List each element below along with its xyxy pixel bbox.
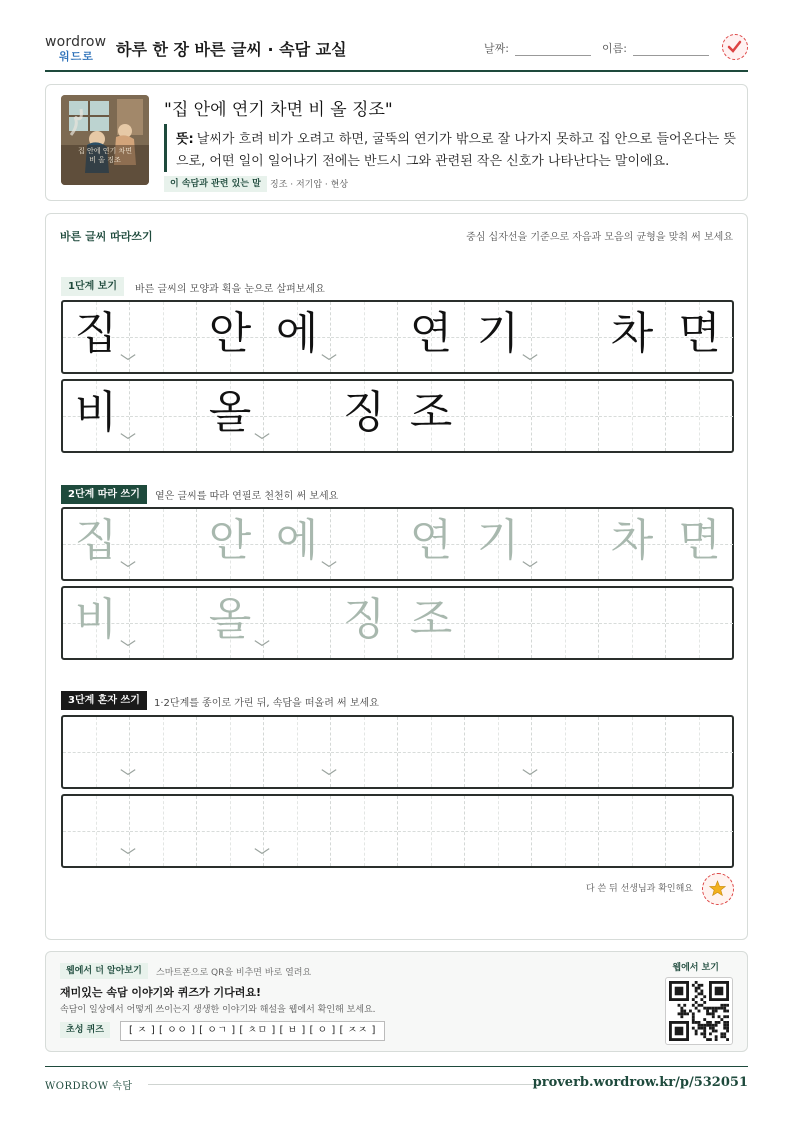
writing-cell [666, 302, 733, 372]
meaning-text: 날씨가 흐려 비가 오려고 하면, 굴뚝의 연기가 밖으로 잘 나가지 못하고 집 안으로 들어온다는 뜻으로, 어떤 일이 일어나기 전에는 반드시 그와 관련된 작은 신호가 나타난다는 말이에요. [176, 132, 736, 169]
writing-cell [331, 302, 398, 372]
writing-cell[interactable] [398, 796, 465, 866]
writing-cell [398, 302, 465, 372]
cell-guide-vertical [364, 796, 365, 866]
initial-quiz-label: 초성 퀴즈 [60, 1022, 110, 1038]
footer-brand: WORDROW 속담 [45, 1081, 133, 1092]
cell-guide-vertical [364, 509, 365, 579]
step3-label: 3단계 혼자 쓰기 [61, 691, 147, 710]
writing-cell[interactable] [331, 509, 398, 579]
spacing-mark-icon [120, 767, 136, 777]
writing-cell [398, 381, 465, 451]
writing-cell [331, 381, 398, 451]
meaning-accent-bar [164, 124, 167, 172]
handwriting-practice-section [45, 213, 748, 940]
practice-title: 바른 글씨 따라쓰기 [60, 230, 153, 243]
spacing-mark-icon [254, 431, 270, 441]
spacing-mark-icon [321, 767, 337, 777]
cell-guide-vertical [96, 717, 97, 787]
cell-guide-vertical [632, 381, 633, 451]
writing-cell[interactable] [599, 717, 666, 787]
cell-guide-vertical [498, 588, 499, 658]
practice-glyph: 조 [409, 387, 453, 438]
proverb-meaning [176, 129, 741, 173]
spacing-mark-icon [522, 767, 538, 777]
teacher-check-note: 다 쓴 뒤 선생님과 확인해요 [585, 884, 693, 894]
logo-wordmark: wordrow [45, 34, 107, 50]
writing-cell [599, 302, 666, 372]
practice-glyph: 연 [409, 515, 453, 566]
related-words: 징조 · 저기압 · 현상 [270, 180, 349, 190]
cell-guide-vertical [699, 796, 700, 866]
writing-cell[interactable] [331, 588, 398, 658]
writing-cell[interactable] [666, 717, 733, 787]
spacing-mark-icon [120, 846, 136, 856]
writing-cell[interactable] [398, 717, 465, 787]
cell-guide-vertical [431, 717, 432, 787]
writing-cell [599, 381, 666, 451]
check-seal-icon [722, 34, 748, 60]
writing-cell [264, 381, 331, 451]
writing-cell [532, 302, 599, 372]
step3-hint: 1·2단계를 종이로 가린 뒤, 속담을 떠올려 써 보세요 [154, 698, 379, 709]
cell-guide-vertical [96, 796, 97, 866]
practice-glyph: 안 [208, 308, 252, 359]
writing-cell[interactable] [398, 588, 465, 658]
web-headline: 재미있는 속담 이야기와 퀴즈가 기다려요! [60, 986, 261, 999]
writing-cell[interactable] [532, 717, 599, 787]
spacing-mark-icon [254, 846, 270, 856]
logo-korean: 워드로 [59, 50, 94, 63]
writing-cell[interactable] [599, 509, 666, 579]
spacing-mark-icon [321, 352, 337, 362]
writing-cell[interactable] [197, 717, 264, 787]
writing-cell[interactable] [532, 588, 599, 658]
name-field[interactable] [602, 40, 709, 56]
spacing-mark-icon [522, 352, 538, 362]
writing-cell[interactable] [666, 588, 733, 658]
practice-glyph: 비 [74, 594, 118, 645]
cell-guide-vertical [498, 717, 499, 787]
footer-rule [148, 1084, 538, 1085]
practice-glyph: 연 [409, 308, 453, 359]
writing-cell[interactable] [599, 796, 666, 866]
writing-cell[interactable] [331, 796, 398, 866]
writing-cell[interactable] [130, 717, 197, 787]
writing-cell[interactable] [599, 588, 666, 658]
writing-cell [130, 302, 197, 372]
practice-glyph: 올 [208, 387, 252, 438]
cell-guide-vertical [498, 381, 499, 451]
step3-row-1[interactable] [61, 715, 734, 789]
cell-guide-vertical [565, 509, 566, 579]
cell-guide-vertical [297, 381, 298, 451]
cell-guide-vertical [632, 796, 633, 866]
practice-glyph: 차 [610, 308, 654, 359]
proverb-title: "집 안에 연기 차면 비 올 징조" [164, 100, 393, 120]
step2-row-1[interactable] [61, 507, 734, 581]
cell-guide-vertical [163, 796, 164, 866]
cell-guide-vertical [565, 588, 566, 658]
writing-cell[interactable] [130, 509, 197, 579]
practice-glyph: 면 [678, 515, 721, 566]
spacing-mark-icon [321, 559, 337, 569]
cell-guide-vertical [699, 588, 700, 658]
writing-cell[interactable] [264, 588, 331, 658]
writing-cell[interactable] [331, 717, 398, 787]
step1-hint: 바른 글씨의 모양과 획을 눈으로 살펴보세요 [135, 284, 325, 295]
name-label: 이름: [602, 42, 627, 55]
writing-cell [666, 381, 733, 451]
practice-glyph: 조 [409, 594, 453, 645]
illustration-caption-line-2: 비 올 징조 [89, 156, 121, 164]
proverb-illustration [61, 95, 149, 185]
writing-cell[interactable] [130, 588, 197, 658]
cell-guide-vertical [498, 796, 499, 866]
cell-guide-vertical [163, 509, 164, 579]
meaning-label: 뜻: [176, 132, 194, 147]
cell-guide-vertical [699, 717, 700, 787]
web-description: 속담이 일상에서 어떻게 쓰이는지 생생한 이야기와 해설을 웹에서 확인해 보세요. [60, 1005, 376, 1015]
cell-guide-vertical [163, 302, 164, 372]
cell-guide-vertical [565, 796, 566, 866]
cell-guide-vertical [364, 717, 365, 787]
practice-glyph: 징 [342, 387, 386, 438]
writing-cell [465, 381, 532, 451]
cell-guide-vertical [297, 796, 298, 866]
cell-guide-vertical [230, 796, 231, 866]
writing-cell[interactable] [666, 796, 733, 866]
cell-guide-vertical [163, 717, 164, 787]
step1-row-2 [61, 379, 734, 453]
cell-guide-vertical [565, 717, 566, 787]
date-field[interactable] [484, 40, 591, 56]
practice-glyph: 기 [476, 515, 520, 566]
related-words-tag: 이 속담과 관련 있는 말 [164, 176, 267, 192]
qr-code-icon[interactable] [665, 977, 733, 1045]
step2-label: 2단계 따라 쓰기 [61, 485, 147, 504]
practice-glyph: 안 [208, 515, 252, 566]
step2-row-2[interactable] [61, 586, 734, 660]
cell-guide-vertical [431, 796, 432, 866]
spacing-mark-icon [254, 638, 270, 648]
worksheet-title: 하루 한 장 바른 글씨 · 속담 교실 [116, 40, 347, 59]
writing-cell [197, 302, 264, 372]
cell-guide-vertical [632, 588, 633, 658]
cell-guide-vertical [230, 717, 231, 787]
writing-cell[interactable] [532, 509, 599, 579]
wordrow-logo[interactable] [45, 34, 107, 62]
step1-label: 1단계 보기 [61, 277, 124, 296]
writing-cell[interactable] [532, 796, 599, 866]
spacing-mark-icon [522, 559, 538, 569]
date-line[interactable] [515, 44, 591, 56]
cell-guide-vertical [163, 588, 164, 658]
footer-url[interactable]: proverb.wordrow.kr/p/532051 [532, 1075, 748, 1090]
spacing-mark-icon [120, 559, 136, 569]
illustration-caption [61, 147, 149, 165]
cell-guide-vertical [163, 381, 164, 451]
page-header [45, 28, 748, 72]
cell-guide-vertical [297, 588, 298, 658]
practice-glyph: 집 [74, 515, 118, 566]
writing-cell[interactable] [197, 509, 264, 579]
writing-cell [532, 381, 599, 451]
practice-glyph: 에 [275, 515, 319, 566]
step3-row-2[interactable] [61, 794, 734, 868]
star-seal-icon [702, 873, 734, 905]
proverb-card [45, 84, 748, 201]
web-promo-box [45, 951, 748, 1052]
writing-cell [130, 381, 197, 451]
illustration-caption-line-1: 집 안에 연기 차면 [77, 147, 132, 155]
spacing-mark-icon [120, 638, 136, 648]
practice-glyph: 면 [678, 308, 721, 359]
qr-label: 웹에서 보기 [672, 963, 719, 973]
web-more-tag: 웹에서 더 알아보기 [60, 963, 148, 979]
practice-glyph: 에 [275, 308, 319, 359]
cell-guide-vertical [297, 717, 298, 787]
writing-cell[interactable] [666, 509, 733, 579]
practice-glyph: 집 [74, 308, 118, 359]
web-qr-hint: 스마트폰으로 QR을 비추면 바로 열려요 [156, 968, 312, 978]
practice-glyph: 징 [342, 594, 386, 645]
step2-hint: 옅은 글씨를 따라 연필로 천천히 써 보세요 [155, 491, 339, 502]
name-line[interactable] [633, 44, 709, 56]
initial-quiz-answer: [ ㅈ ] [ ㅇㅇ ] [ ㅇㄱ ] [ ㅊㅁ ] [ ㅂ ] [ ㅇ ] [ ㅈㅈ ] [120, 1021, 385, 1041]
practice-glyph: 차 [610, 515, 654, 566]
cell-guide-vertical [565, 381, 566, 451]
practice-hint: 중심 십자선을 기준으로 자음과 모음의 균형을 맞춰 써 보세요 [466, 232, 733, 243]
spacing-mark-icon [120, 352, 136, 362]
writing-cell[interactable] [398, 509, 465, 579]
writing-cell[interactable] [465, 796, 532, 866]
practice-glyph: 기 [476, 308, 520, 359]
footer-divider [45, 1066, 748, 1067]
practice-glyph: 비 [74, 387, 118, 438]
writing-cell[interactable] [264, 796, 331, 866]
writing-cell[interactable] [465, 588, 532, 658]
cell-guide-vertical [632, 717, 633, 787]
date-label: 날짜: [484, 42, 509, 55]
step1-row-1 [61, 300, 734, 374]
cell-guide-vertical [364, 302, 365, 372]
practice-glyph: 올 [208, 594, 252, 645]
cell-guide-vertical [565, 302, 566, 372]
cell-guide-vertical [699, 381, 700, 451]
writing-cell[interactable] [130, 796, 197, 866]
spacing-mark-icon [120, 431, 136, 441]
